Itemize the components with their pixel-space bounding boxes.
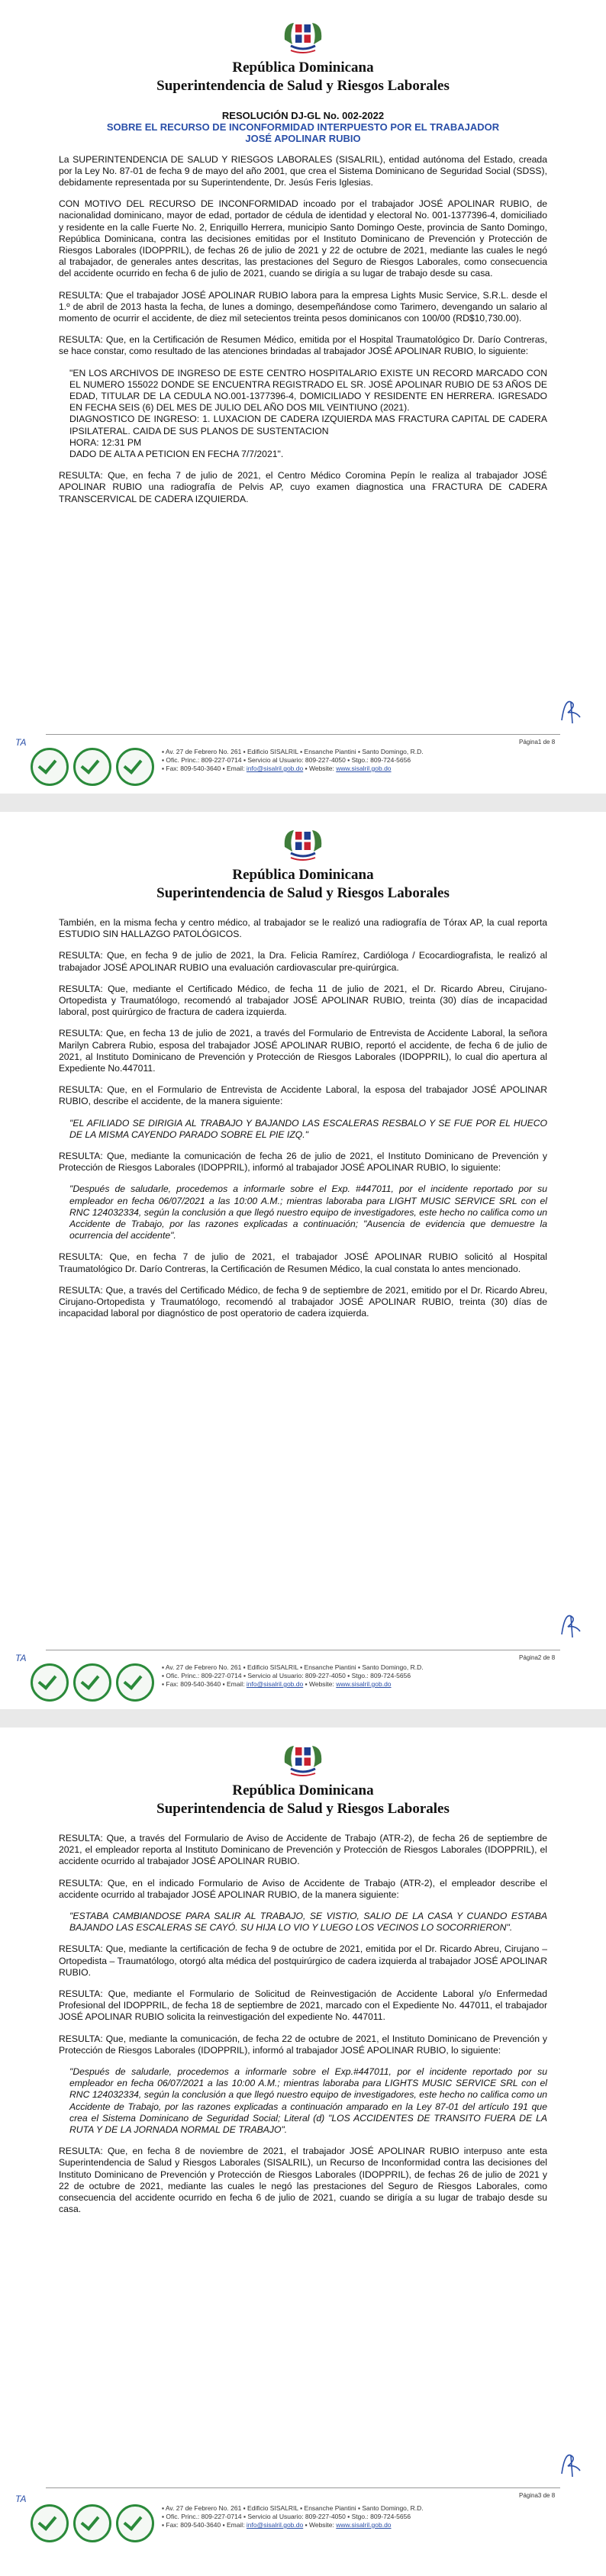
footer-line-2: ▪ Ofic. Princ.: 809-227-0714 ▪ Servicio al Usuario: 809-227-4050 ▪ Stgo.: 809-724-5656 [162, 2513, 411, 2520]
page-2 [0, 812, 606, 1728]
coat-of-arms-icon [280, 17, 326, 55]
page-1 [0, 0, 606, 794]
footer-line-3: ▪ Fax: 809-540-3640 ▪ Email: info@sisalril.gob.do ▪ Website: www.sisalril.gob.do [162, 2521, 392, 2529]
page-number: Página3 de 8 [519, 2492, 556, 2499]
quote-line: DIAGNOSTICO DE INGRESO: 1. LUXACION DE CADERA IZQUIERDA MAS FRACTURA CAPITAL DE CADERA IPSILATERAL. CAIDA DE SUS PLANOS DE SUSTENTACION [69, 414, 547, 436]
paragraph: RESULTA: Que, en el Formulario de Entrevista de Accidente Laboral, la esposa del trabajador JOSÉ APOLINAR RUBIO, describe el accidente, de la manera siguiente: [59, 1084, 547, 1107]
medical-summary-quote [69, 368, 547, 461]
superintendency-title: Superintendencia de Salud y Riesgos Laborales [156, 78, 450, 94]
coat-of-arms-icon [280, 824, 326, 862]
page-3-body [59, 1833, 547, 2225]
certification-badge-icon [31, 2504, 69, 2542]
paragraph: RESULTA: Que, en fecha 7 de julio de 2021, el trabajador JOSÉ APOLINAR RUBIO solicitó al Hospital Traumatológico Dr. Darío Contreras, la Certificación de Resumen Médico, la cual constata lo antes mencionado. [59, 1251, 547, 1274]
footer-line-3: ▪ Fax: 809-540-3640 ▪ Email: info@sisalril.gob.do ▪ Website: www.sisalril.gob.do [162, 1680, 392, 1688]
resolution-subject-1: SOBRE EL RECURSO DE INCONFORMIDAD INTERPUESTO POR EL TRABAJADOR [106, 121, 500, 134]
paragraph: RESULTA: Que, en fecha 8 de noviembre de 2021, el trabajador JOSÉ APOLINAR RUBIO interpuso ante esta Superintendencia de Salud y Riesgos Laborales (SISALRIL), un Recurso de Inconformidad contra las decisiones del Instituto Dominicano de Prevención y Protección de Riesgos Laborales (IDOPPRIL), de fechas 26 de julio de 2021 y 22 de octubre de 2021, mediante las cuales le negó las prestaciones del Seguro de Riesgos Laborales, como consecuencia del accidente ocurrido en fecha 6 de julio de 2021, cuando se dirigía a su lugar de trabajo desde su casa. [59, 2146, 547, 2215]
certification-badge-icon [31, 748, 69, 786]
email-link[interactable]: info@sisalril.gob.do [246, 2521, 304, 2529]
footer-line-1: ▪ Av. 27 de Febrero No. 261 ▪ Edificio SISALRIL ▪ Ensanche Piantini ▪ Santo Domingo, R.D. [162, 1663, 424, 1671]
idoppril-second-response-quote: "Después de saludarle, procedemos a informarle sobre el Exp.#447011, por el incidente reportado por su empleador en fecha 06/07/2021 a las 10:00 A.M.; mientras laboraba para LIGHTS MUSIC SERVICE SRL con el RNC 124032334, según la conclusión a que llegó nuestro equipo de investigadores, este hecho no califica como un Accidente de Trabajo, por las razones explicadas a continuación amparado en la Ley 87-01 del artículo 191 que crea el Sistema Dominicano de Seguridad Social; Literal (d) "LOS ACCIDENTES DE TRANSITO FUERA DE LA RUTA Y DE LA JORNADA NORMAL DE TRABAJO". [69, 2066, 547, 2136]
accident-description-quote: "EL AFILIADO SE DIRIGIA AL TRABAJO Y BAJANDO LAS ESCALERAS RESBALO Y SE FUE POR EL HUECO DE LA MISMA CAYENDO PARADO SOBRE EL PIE IZQ." [69, 1117, 547, 1140]
page-number: Página2 de 8 [519, 1654, 556, 1661]
footer [0, 2494, 606, 2547]
paragraph: RESULTA: Que, mediante el Formulario de Solicitud de Reinvestigación de Accidente Laboral y/o Enfermedad Profesional del IDOPPRIL, de fecha 18 de septiembre de 2021, marcado con el Expediente No. 447011, el trabajador JOSÉ APOLINAR RUBIO solicita la reinvestigación del expediente No. 447011. [59, 1988, 547, 2023]
resolution-number: RESOLUCIÓN DJ-GL No. 002-2022 [221, 110, 385, 121]
republic-title: República Dominicana [232, 1782, 374, 1798]
certification-badge-icon [116, 1663, 154, 1702]
certification-badge-icon [73, 748, 111, 786]
signature-initial-icon [557, 1608, 585, 1639]
email-link[interactable]: info@sisalril.gob.do [246, 765, 304, 772]
paragraph: CON MOTIVO DEL RECURSO DE INCONFORMIDAD incoado por el trabajador JOSÉ APOLINAR RUBIO, de nacionalidad dominicano, mayor de edad, portador de cédula de identidad y electoral No. 001-1377396-4, domiciliado y residente en la calle Fuerte No. 2, Enriquillo Herrera, municipio Santo Domingo Oeste, provincia de Santo Domingo, República Dominicana, contra las decisiones emitidas por el Instituto Dominicano de Prevención y Protección de Riesgos Laborales (IDOPPRIL), de fechas 26 de julio de 2021 y 22 de octubre de 2021, mediante las cuales le negó al trabajador, de generales antes descritas, las prestaciones del Seguro de Riesgos Laborales, como consecuencia del accidente ocurrido en fecha 6 de julio de 2021, cuando se dirigía a su lugar de trabajo desde su casa. [59, 198, 547, 279]
page-separator [0, 1709, 606, 1728]
paragraph: La SUPERINTENDENCIA DE SALUD Y RIESGOS LABORALES (SISALRIL), entidad autónoma del Estado, creada por la Ley No. 87-01 de fecha 9 de mayo del año 2001, que crea el Sistema Dominicano de Seguridad Social (SDSS), debidamente representada por su Superintendente, Dr. Jesús Feris Iglesias. [59, 153, 547, 188]
initials-mark: TA [15, 737, 27, 748]
letterhead [0, 60, 606, 95]
paragraph: RESULTA: Que, mediante el Certificado Médico, de fecha 11 de julio de 2021, el Dr. Ricardo Abreu, Cirujano-Ortopedista y Traumatólogo, recomendó al trabajador JOSÉ APOLINAR RUBIO, treinta (30) días de incapacidad laboral, post quirúrgico de fractura de cadera izquierda. [59, 983, 547, 1018]
idoppril-response-quote: "Después de saludarle, procedemos a informarle sobre el Exp. #447011, por el incidente reportado por su empleador en fecha 06/07/2021 a las 10:00 A.M.; mientras laboraba para LIGHT MUSIC SERVICE SRL con el RNC 124032334, según la conclusión a que llegó nuestro equipo de investigadores, este hecho no califica como un Accidente de Trabajo, por las razones explicadas a continuación; "Ausencia de evidencia que demuestre la ocurrencia del accidente". [69, 1183, 547, 1241]
quote-line: DADO DE ALTA A PETICION EN FECHA 7/7/2021". [69, 449, 284, 460]
website-link[interactable]: www.sisalril.gob.do [336, 1680, 392, 1688]
page-1-body [59, 110, 547, 515]
website-link[interactable]: www.sisalril.gob.do [336, 765, 392, 772]
page-separator [0, 794, 606, 812]
letterhead [0, 867, 606, 902]
paragraph: RESULTA: Que, mediante la certificación de fecha 9 de octubre de 2021, emitida por el Dr. Ricardo Abreu, Cirujano – Ortopedista – Traumatólogo, otorgó alta médica del postquirúrgico de cadera izquierda al trabajador JOSÉ APOLINAR RUBIO. [59, 1943, 547, 1978]
footer-line-1: ▪ Av. 27 de Febrero No. 261 ▪ Edificio SISALRIL ▪ Ensanche Piantini ▪ Santo Domingo, R.D. [162, 748, 424, 755]
footer-address [162, 748, 482, 773]
superintendency-title: Superintendencia de Salud y Riesgos Laborales [156, 885, 450, 901]
letterhead [0, 1782, 606, 1818]
footer [0, 737, 606, 791]
resolution-subject-2: JOSÉ APOLINAR RUBIO [245, 133, 361, 145]
certification-badge-icon [116, 748, 154, 786]
page-2-body [59, 917, 547, 1329]
website-link[interactable]: www.sisalril.gob.do [336, 2521, 392, 2529]
email-link[interactable]: info@sisalril.gob.do [246, 1680, 304, 1688]
coat-of-arms-icon [280, 1740, 326, 1778]
paragraph: RESULTA: Que, mediante la comunicación, de fecha 22 de octubre de 2021, el Instituto Dominicano de Prevención y Protección de Riesgos Laborales (IDOPPRIL), informó al trabajador JOSÉ APOLINAR RUBIO, lo siguiente: [59, 2033, 547, 2056]
certification-badge-icon [31, 1663, 69, 1702]
paragraph: RESULTA: Que, en la Certificación de Resumen Médico, emitida por el Hospital Traumatológico Dr. Darío Contreras, se hace constar, como resultado de las atenciones brindadas al trabajador JOSÉ APOLINAR RUBIO, lo siguiente: [59, 334, 547, 357]
employer-description-quote: "ESTABA CAMBIANDOSE PARA SALIR AL TRABAJO, SE VISTIO, SALIO DE LA CASA Y CUANDO ESTABA BAJANDO LAS ESCALERAS SE CAYÓ. SU HIJA LO VIO Y LUEGO LOS VECINOS LO SOCORRIERON". [69, 1911, 547, 1934]
signature-initial-icon [557, 2448, 585, 2478]
footer-divider [46, 2487, 560, 2488]
paragraph: También, en la misma fecha y centro médico, al trabajador se le realizó una radiografía de Tórax AP, la cual reporta ESTUDIO SIN HALLAZGO PATOLÓGICOS. [59, 917, 547, 940]
superintendency-title: Superintendencia de Salud y Riesgos Laborales [156, 1801, 450, 1817]
footer-divider [46, 734, 560, 735]
certification-badge-icon [116, 2504, 154, 2542]
paragraph: RESULTA: Que, en fecha 9 de julio de 2021, la Dra. Felicia Ramírez, Cardióloga / Ecocardiografista, le realizó al trabajador JOSÉ APOLINAR RUBIO una evaluación cardiovascular pre-quirúrgica. [59, 950, 547, 973]
paragraph: RESULTA: Que, mediante la comunicación de fecha 26 de julio de 2021, el Instituto Dominicano de Prevención y Protección de Riesgos Laborales (IDOPPRIL), informó al trabajador JOSÉ APOLINAR RUBIO, lo siguiente: [59, 1151, 547, 1174]
footer-address [162, 2504, 482, 2529]
republic-title: República Dominicana [232, 60, 374, 76]
footer [0, 1653, 606, 1706]
certification-badge-icon [73, 2504, 111, 2542]
republic-title: República Dominicana [232, 867, 374, 883]
initials-mark: TA [15, 2494, 27, 2504]
quote-line: "EN LOS ARCHIVOS DE INGRESO DE ESTE CENTRO HOSPITALARIO EXISTE UN RECORD MARCADO CON EL NUMERO 155022 DONDE SE ENCUENTRA REGISTRADO EL SR. JOSÉ APOLINAR RUBIO DE 53 AÑOS DE EDAD, TITULAR DE LA CEDULA NO.001-1377396-4, DOMICILIADO Y RESIDENTE EN HERRERA. IGRESADO EN FECHA SEIS (6) DEL MES DE JULIO DEL AÑO DOS MIL VEINTIUNO (2021). [69, 367, 547, 414]
certification-badge-icon [73, 1663, 111, 1702]
initials-mark: TA [15, 1653, 27, 1663]
paragraph: RESULTA: Que el trabajador JOSÉ APOLINAR RUBIO labora para la empresa Lights Music Service, S.R.L. desde el 1.º de abril de 2013 hasta la fecha, de lunes a domingo, desempeñándose como Tarimero, devengando un salario al momento de ocurrir el accidente, de diez mil setecientos treinta pesos dominicanos con 100/00 (RD$10,730.00). [59, 289, 547, 324]
page-number: Página1 de 8 [519, 739, 556, 745]
footer-line-1: ▪ Av. 27 de Febrero No. 261 ▪ Edificio SISALRIL ▪ Ensanche Piantini ▪ Santo Domingo, R.D. [162, 2504, 424, 2512]
page-3 [0, 1728, 606, 2576]
signature-initial-icon [557, 694, 585, 725]
paragraph: RESULTA: Que, en fecha 7 de julio de 2021, el Centro Médico Coromina Pepín le realiza al trabajador JOSÉ APOLINAR RUBIO una radiografía de Pelvis AP, cuyo examen diagnostica una FRACTURA DE CADERA TRANSCERVICAL DE CADERA IZQUIERDA. [59, 470, 547, 504]
paragraph: RESULTA: Que, en fecha 13 de julio de 2021, a través del Formulario de Entrevista de Accidente Laboral, la señora Marilyn Cabrera Rubio, esposa del trabajador JOSÉ APOLINAR RUBIO, reportó el accidente, de fecha 6 de julio de 2021, al Instituto Dominicano de Prevención y Protección de Riesgos Laborales (IDOPPRIL), lo cual dio apertura al Expediente No.447011. [59, 1028, 547, 1074]
paragraph: RESULTA: Que, en el indicado Formulario de Aviso de Accidente de Trabajo (ATR-2), el empleador describe el accidente ocurrido al trabajador JOSÉ APOLINAR RUBIO, de la manera siguiente: [59, 1877, 547, 1900]
paragraph: RESULTA: Que, a través del Certificado Médico, de fecha 9 de septiembre de 2021, emitido por el Dr. Ricardo Abreu, Cirujano-Ortopedista y Traumatólogo, recomendó al trabajador JOSÉ APOLINAR RUBIO, treinta (30) días de incapacidad laboral por diagnóstico de post operatorio de cadera izquierda. [59, 1284, 547, 1319]
paragraph: RESULTA: Que, a través del Formulario de Aviso de Accidente de Trabajo (ATR-2), de fecha 26 de septiembre de 2021, el empleador reporta al Instituto Dominicano de Prevención y Protección de Riesgos Laborales (IDOPPRIL), el accidente ocurrido al trabajador JOSÉ APOLINAR RUBIO. [59, 1833, 547, 1867]
quote-line: HORA: 12:31 PM [69, 436, 142, 448]
footer-line-2: ▪ Ofic. Princ.: 809-227-0714 ▪ Servicio al Usuario: 809-227-4050 ▪ Stgo.: 809-724-5656 [162, 1672, 411, 1679]
footer-address [162, 1663, 482, 1689]
footer-line-2: ▪ Ofic. Princ.: 809-227-0714 ▪ Servicio al Usuario: 809-227-4050 ▪ Stgo.: 809-724-5656 [162, 756, 411, 764]
footer-line-3: ▪ Fax: 809-540-3640 ▪ Email: info@sisalril.gob.do ▪ Website: www.sisalril.gob.do [162, 765, 392, 772]
resolution-title [59, 110, 547, 145]
